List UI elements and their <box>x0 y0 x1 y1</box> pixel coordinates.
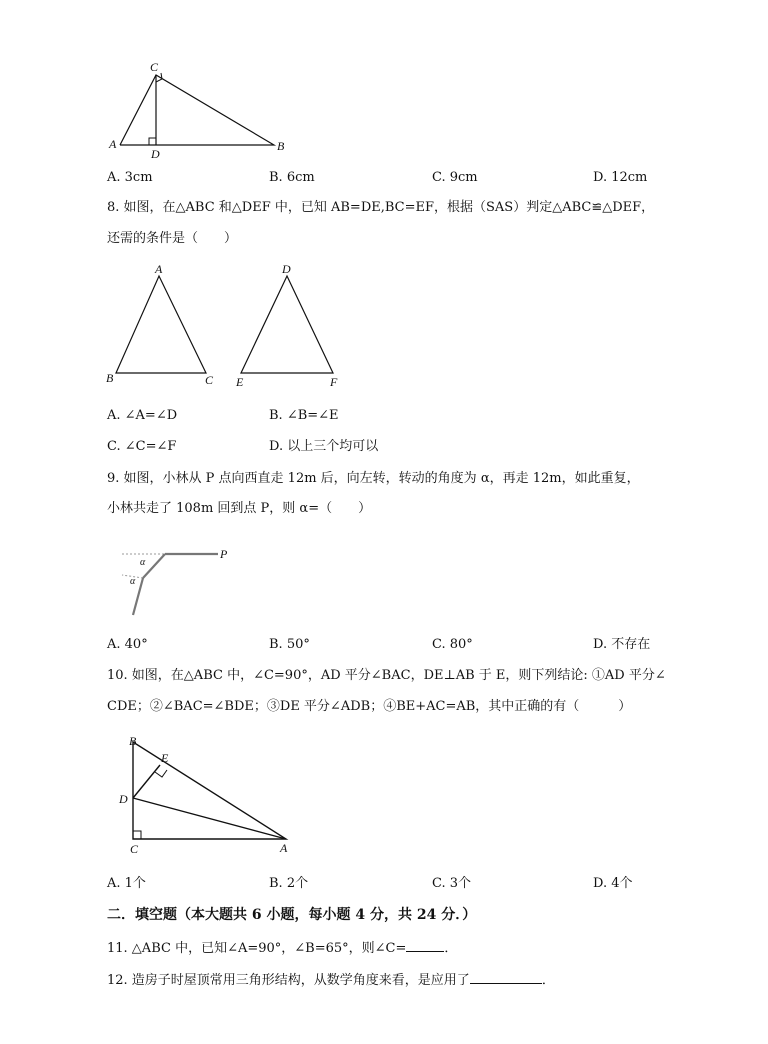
q9-option-a: A. 40° <box>107 637 148 652</box>
fig10-label-E: E <box>161 751 169 765</box>
q10-text-line1: 10. 如图，在△ABC 中，∠C=90°，AD 平分∠BAC，DE⊥AB 于 E，则下列结论: ①AD 平分∠ <box>107 668 666 683</box>
q8-figure <box>100 260 360 390</box>
q7-option-c: C. 9cm <box>432 170 478 185</box>
fig7-label-D: D <box>151 147 160 161</box>
fig9-label-alpha-2: α <box>130 576 136 587</box>
fig8-label-E: E <box>236 375 244 389</box>
q9-option-b: B. 50° <box>269 637 310 652</box>
q9-text-line1: 9. 如图，小林从 P 点向西直走 12m 后，向左转，转动的角度为 α，再走 12m，如此重复， <box>107 471 640 486</box>
q8-text-line1: 8. 如图，在△ABC 和△DEF 中，已知 AB=DE,BC=EF，根据（SAS）判定△ABC≌△DEF， <box>107 200 655 215</box>
fig8-label-A: A <box>155 262 163 276</box>
q8-option-d: D. 以上三个均可以 <box>269 439 379 454</box>
q12-answer-blank[interactable] <box>470 969 542 984</box>
q8-option-a: A. ∠A=∠D <box>107 408 178 423</box>
q10-option-b: B. 2个 <box>269 876 309 891</box>
q12-line <box>107 969 555 991</box>
q11-text: 11. △ABC 中，已知∠A=90°，∠B=65°，则∠C= <box>107 941 407 956</box>
q7-option-b: B. 6cm <box>269 170 315 185</box>
q11-answer-blank[interactable] <box>406 937 444 952</box>
fig8-label-F: F <box>330 375 338 389</box>
fig7-label-A: A <box>109 137 117 151</box>
q10-figure <box>110 730 300 860</box>
q10-option-c: C. 3个 <box>432 876 472 891</box>
section-2-heading: 二．填空题（本大题共 6 小题，每小题 4 分，共 24 分．） <box>107 907 477 923</box>
q7-option-a: A. 3cm <box>107 170 153 185</box>
q7-option-d: D. 12cm <box>593 170 648 185</box>
q9-figure <box>110 545 240 620</box>
q9-option-d: D. 不存在 <box>593 637 651 652</box>
fig10-label-B: B <box>129 734 137 748</box>
fig7-label-C: C <box>150 60 159 74</box>
q11-end: ． <box>444 941 458 956</box>
q7-figure <box>100 58 300 163</box>
fig8-label-C: C <box>205 373 214 387</box>
q11-line <box>107 937 457 959</box>
q12-text: 12. 造房子时屋顶常用三角形结构，从数学角度来看，是应用了 <box>107 973 470 988</box>
fig8-label-D: D <box>282 262 291 276</box>
q8-text-line2: 还需的条件是（ ） <box>107 231 238 246</box>
fig9-label-P: P <box>220 547 228 561</box>
fig7-label-B: B <box>277 139 285 153</box>
q8-option-c: C. ∠C=∠F <box>107 439 177 454</box>
fig10-label-A: A <box>280 841 288 855</box>
q10-option-a: A. 1个 <box>107 876 146 891</box>
q9-text-line2: 小林共走了 108m 回到点 P，则 α=（ ） <box>107 501 372 516</box>
q9-option-c: C. 80° <box>432 637 473 652</box>
fig10-label-C: C <box>130 842 139 856</box>
fig9-label-alpha-1: α <box>140 557 146 568</box>
q8-option-b: B. ∠B=∠E <box>269 408 339 423</box>
q10-option-d: D. 4个 <box>593 876 633 891</box>
q10-text-line2: CDE；②∠BAC=∠BDE；③DE 平分∠ADB；④BE+AC=AB，其中正确的有（ ） <box>107 699 632 714</box>
fig8-label-B: B <box>106 371 114 385</box>
q12-end: ． <box>541 973 555 988</box>
fig10-label-D: D <box>119 792 128 806</box>
